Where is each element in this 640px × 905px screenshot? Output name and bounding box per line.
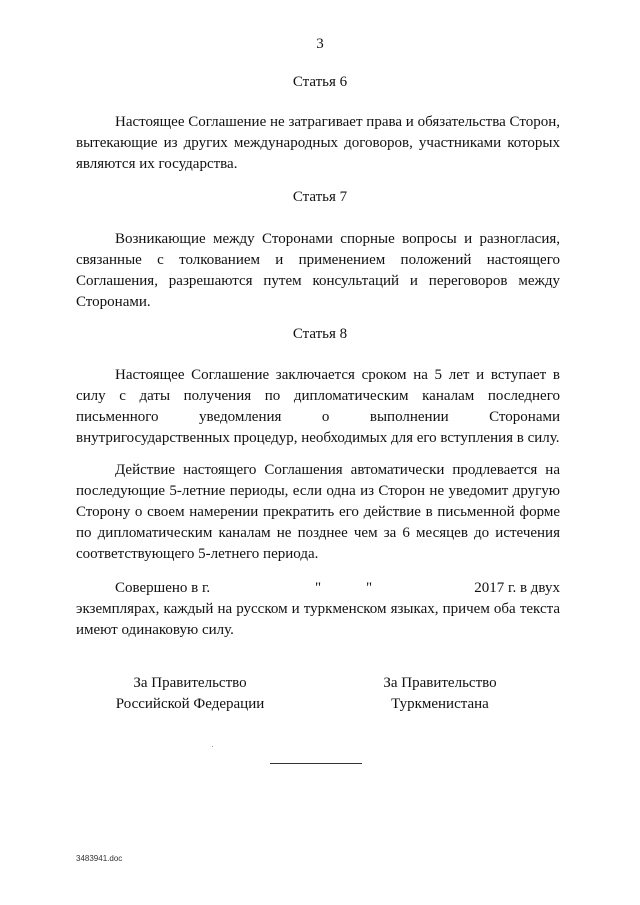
signing-year: 2017 г. в двух	[474, 580, 560, 596]
signatory-turkmenistan-line1: За Правительство	[383, 675, 497, 691]
page-number: 3	[316, 36, 324, 52]
article-8-title: Статья 8	[292, 326, 348, 342]
signatory-turkmenistan-line2: Туркменистана	[391, 696, 489, 712]
scan-mark	[212, 746, 213, 747]
signing-quote-open: "	[315, 580, 322, 596]
article-7-title: Статья 7	[292, 189, 348, 205]
signing-clause	[76, 578, 560, 641]
article-7-paragraph: Возникающие между Сторонами спорные вопросы и разногласия, связанные с толкованием и применением положений настоящего Соглашения, разрешаются путем консультаций и переговоров между Сторонами.	[76, 231, 560, 310]
article-8-paragraph-2: Действие настоящего Соглашения автоматически продлевается на последующие 5-летние периоды, если одна из Сторон не уведомит другую Сторону о своем намерении прекратить его действие в письменной форме по дипломатическим каналам не позднее чем за 6 месяцев до истечения соответствующего 5-летнего периода.	[76, 462, 560, 562]
signing-rest: экземплярах, каждый на русском и туркменском языках, причем оба текста имеют одинаковую силу.	[76, 601, 560, 638]
article-8-paragraph-1: Настоящее Соглашение заключается сроком на 5 лет и вступает в силу с даты получения по дипломатическим каналам последнего письменного уведомления о выполнении Сторонами внутригосударственных процедур, необходимых для его вступления в силу.	[76, 367, 560, 446]
signatory-russia-line2: Российской Федерации	[115, 696, 265, 712]
document-code: 3483941.doc	[76, 854, 123, 863]
article-6-title: Статья 6	[292, 74, 348, 90]
signing-done-in: Совершено в г.	[115, 580, 211, 596]
signatory-russia-line1: За Правительство	[133, 675, 247, 691]
signatory-turkmenistan	[345, 673, 535, 715]
signing-quote-close: "	[366, 580, 373, 596]
article-6-paragraph: Настоящее Соглашение не затрагивает права и обязательства Сторон, вытекающие из других международных договоров, участниками которых являются их государства.	[76, 114, 560, 172]
signatory-russia	[95, 673, 285, 715]
signature-divider	[270, 763, 362, 764]
